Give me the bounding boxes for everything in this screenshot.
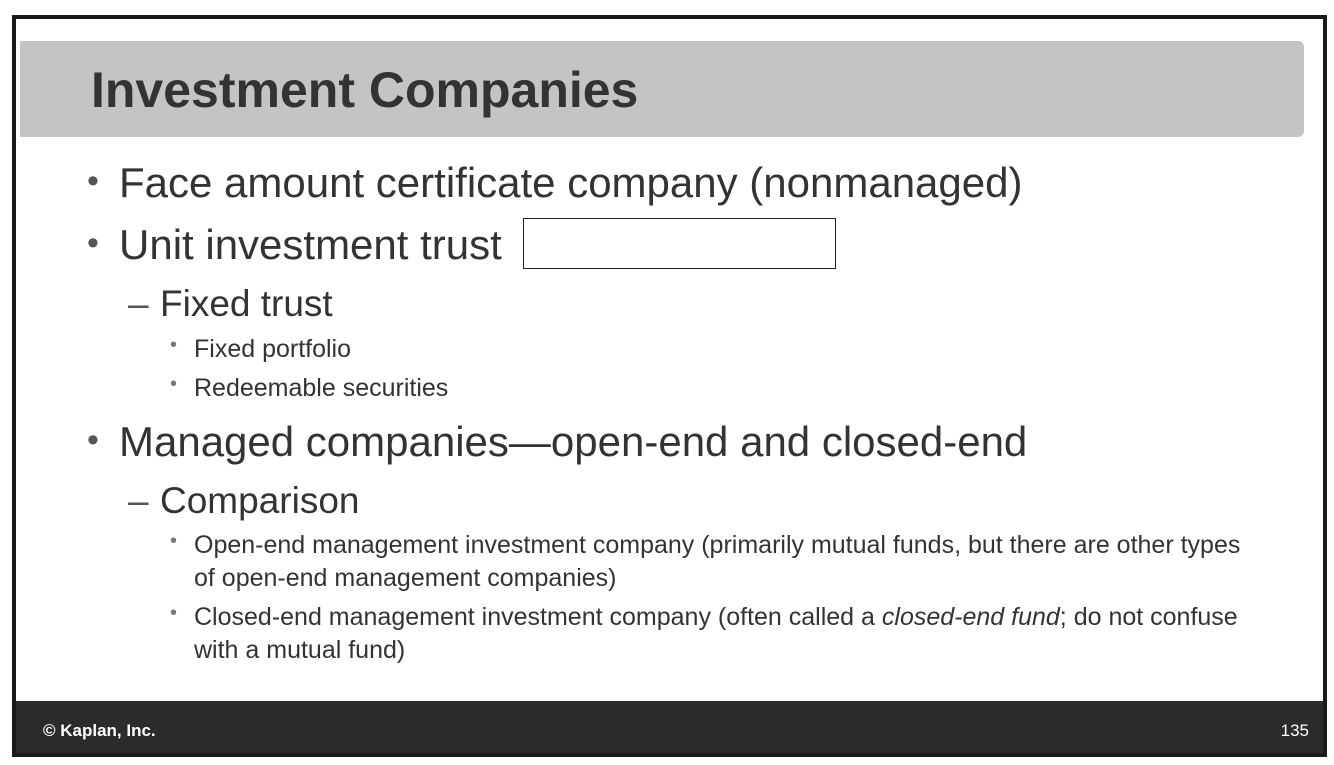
slide bbox=[12, 15, 1327, 757]
bullet-marker: • bbox=[170, 373, 178, 395]
page-number: 135 bbox=[1280, 721, 1309, 740]
bullet-marker: • bbox=[170, 530, 178, 552]
slide-title: Investment Companies bbox=[91, 62, 639, 118]
blank-answer-box bbox=[523, 218, 836, 269]
italic-term: closed-end fund bbox=[881, 603, 1060, 631]
subbullet-text: Fixed trust bbox=[160, 283, 333, 324]
bullet-marker: • bbox=[87, 224, 99, 262]
text-segment: Closed-end management investment company (often called a bbox=[194, 603, 882, 631]
dash-marker: – bbox=[128, 480, 149, 521]
text-segment: ; do not confuse with a mutual fund) bbox=[194, 603, 1238, 664]
bullet-marker: • bbox=[87, 421, 99, 459]
footer-bar bbox=[16, 701, 1323, 753]
copyright-text: © Kaplan, Inc. bbox=[43, 721, 156, 740]
bullet-text: Managed companies—open-end and closed-end bbox=[119, 418, 1028, 465]
bullet-marker: • bbox=[170, 334, 178, 356]
subsubbullet-text: Fixed portfolio bbox=[194, 335, 352, 363]
dash-marker: – bbox=[128, 283, 149, 324]
subsubbullet-text: Redeemable securities bbox=[194, 374, 449, 402]
subsubbullet-text: Open-end management investment company (primarily mutual funds, but there are other types of open-end management companies) bbox=[194, 531, 1241, 592]
title-bar bbox=[20, 41, 1304, 137]
bullet-marker: • bbox=[87, 162, 99, 200]
subbullet-text: Comparison bbox=[160, 480, 360, 521]
subsubbullet-text bbox=[194, 601, 1244, 667]
bullet-marker: • bbox=[170, 602, 178, 624]
bullet-text: Unit investment trust bbox=[119, 221, 502, 268]
bullet-text: Face amount certificate company (nonmanaged) bbox=[119, 159, 1023, 206]
